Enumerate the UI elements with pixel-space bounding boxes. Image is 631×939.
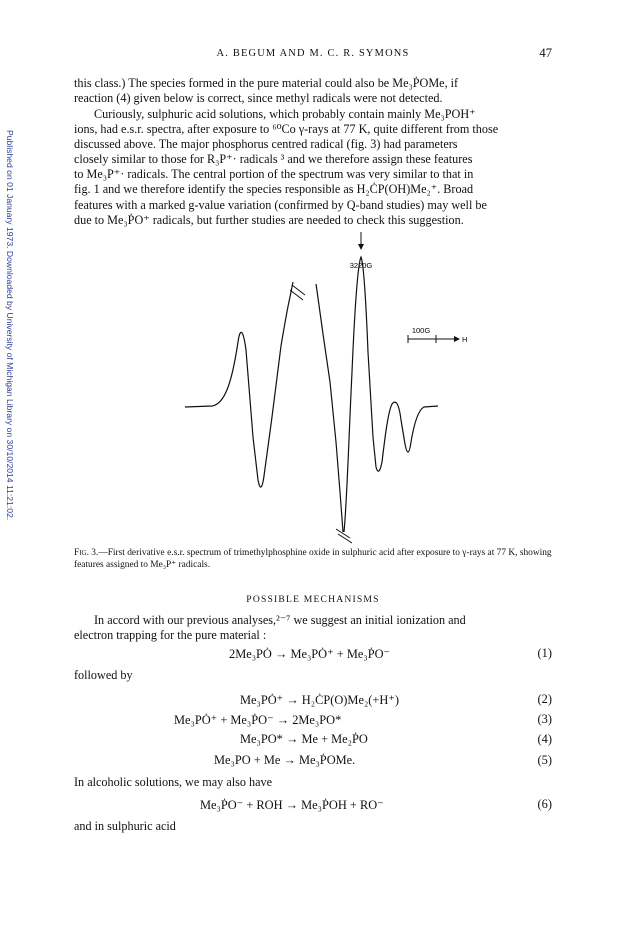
section-heading: POSSIBLE MECHANISMS xyxy=(246,594,380,605)
running-header xyxy=(74,48,552,64)
equation-3 xyxy=(74,712,552,729)
paragraph-mechanisms xyxy=(74,613,552,643)
text-line: ions, had e.s.r. spectra, after exposure to ⁶⁰Co γ-rays at 77 K, quite different from those xyxy=(74,122,499,137)
equation-expression: 2Me₃PȮ → Me₃PȮ⁺ + Me₃ṖO⁻ xyxy=(229,647,391,661)
equation-4 xyxy=(74,732,552,749)
equation-number: (2) xyxy=(537,692,552,706)
text-line: closely similar to those for R₃P⁺· radicals ³ and we therefore assign these features xyxy=(74,152,473,167)
equation-6 xyxy=(74,797,552,814)
download-notice xyxy=(2,130,16,820)
caption-label: Fig. 3. xyxy=(74,548,99,558)
spectrum-trace xyxy=(185,257,438,532)
equation-2 xyxy=(74,692,552,709)
equation-5 xyxy=(74,753,552,770)
scale-bar-label: 100G xyxy=(411,326,431,335)
paragraph-continuation xyxy=(74,76,552,106)
alcoholic-intro-text: In alcoholic solutions, we may also have xyxy=(74,775,272,789)
download-notice-text: Published on 01 January 1973. Downloaded by University of Michigan Library on 30/10/2014 11:21:02. xyxy=(5,130,15,521)
equation-expression: Me₃PO* → Me + Me₂ṖO xyxy=(240,732,368,746)
equation-number: (3) xyxy=(537,712,552,726)
sulphuric-intro-text: and in sulphuric acid xyxy=(74,819,176,833)
text-line: this class.) The species formed in the pure material could also be Me₃ṖOMe, if xyxy=(74,76,459,90)
text-line: In accord with our previous analyses,²⁻⁷ we suggest an initial ionization and xyxy=(94,613,466,627)
equation-number: (1) xyxy=(537,646,552,660)
text-line: fig. 1 and we therefore identify the species responsible as H₂ĊP(OH)Me₂⁺. Broad xyxy=(74,182,474,197)
paragraph-sulphuric-acid xyxy=(74,107,552,228)
field-marker-label: 3220G xyxy=(349,261,373,270)
header-authors: A. BEGUM AND M. C. R. SYMONS xyxy=(216,48,410,59)
equation-number: (6) xyxy=(537,797,552,811)
text-line: Curiously, sulphuric acid solutions, which probably contain mainly Me₃POH⁺ xyxy=(94,107,476,121)
text-line: to Me₃P⁺· radicals. The central portion of the spectrum was very similar to that in xyxy=(74,167,474,182)
text-line: due to Me₃ṖO⁺ radicals, but further studies are needed to check this suggestion. xyxy=(74,212,464,227)
text-line: reaction (4) given below is correct, since methyl radicals were not detected. xyxy=(74,91,443,106)
field-axis-label: H xyxy=(462,335,468,344)
equation-expression: Me₃ṖO⁻ + ROH → Me₃ṖOH + RO⁻ xyxy=(200,798,384,812)
equation-expression: Me₃PȮ⁺ + Me₃ṖO⁻ → 2Me₃PO* xyxy=(174,713,342,727)
followed-by-text: followed by xyxy=(74,668,133,682)
equation-1 xyxy=(74,646,552,663)
figure-caption xyxy=(74,547,552,571)
scale-bar xyxy=(408,335,460,343)
equation-expression: Me₃PȮ⁺ → H₂ĊP(O)Me₂(+H⁺) xyxy=(240,693,399,707)
equation-number: (4) xyxy=(537,732,552,746)
text-line: electron trapping for the pure material : xyxy=(74,628,267,643)
page-number: 47 xyxy=(539,46,552,60)
equation-expression: Me₃PO + Me → Me₃ṖOMe. xyxy=(214,753,356,767)
text-line: discussed above. The major phosphorus centred radical (fig. 3) had parameters xyxy=(74,137,458,152)
field-marker-arrow xyxy=(358,232,364,250)
text-line: features with a marked g-value variation (confirmed by Q-band studies) may well be xyxy=(74,197,487,212)
equation-number: (5) xyxy=(537,753,552,767)
caption-text: —First derivative e.s.r. spectrum of trimethylphosphine oxide in sulphuric acid after exposure to γ-rays at 77 K, showing features assigned to Me₃P⁺ radicals. xyxy=(74,548,552,570)
esr-spectrum-figure xyxy=(180,232,470,552)
